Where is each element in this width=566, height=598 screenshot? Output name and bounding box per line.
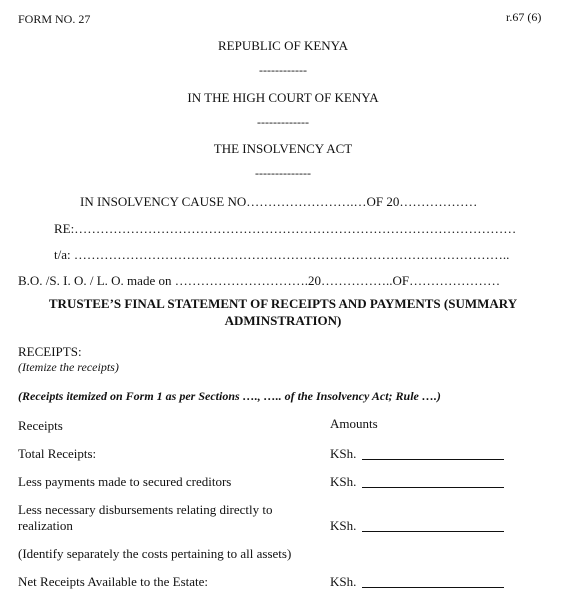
net-receipts-label: Net Receipts Available to the Estate: — [18, 574, 209, 589]
separator-3: -------------- — [255, 166, 311, 180]
disbursements-amount-line — [362, 531, 504, 532]
republic-heading: REPUBLIC OF KENYA — [217, 38, 348, 53]
disbursements-label-line1: Less necessary disbursements relating directly to — [18, 502, 273, 517]
total-receipts-amount-line — [362, 459, 504, 460]
net-receipts-currency: KSh. — [330, 574, 357, 589]
separator-2: ------------- — [257, 115, 309, 129]
total-receipts-label: Total Receipts: — [18, 446, 97, 461]
order-made-field: B.O. /S. I. O. / L. O. made on ………………………….20……………..OF………………… — [18, 273, 501, 288]
secured-creditors-label: Less payments made to secured creditors — [18, 474, 232, 489]
receipts-column-header: Receipts — [18, 418, 63, 433]
court-heading: IN THE HIGH COURT OF KENYA — [187, 90, 379, 105]
statement-title-line2: ADMINSTRATION) — [224, 313, 342, 328]
act-heading: THE INSOLVENCY ACT — [213, 141, 353, 156]
amounts-column-header: Amounts — [330, 416, 378, 431]
insolvency-cause-line: IN INSOLVENCY CAUSE NO…………………….…OF 20……………… — [80, 194, 478, 209]
re-field: RE:………………………………………………………………………………………… — [54, 221, 517, 236]
form-number: FORM NO. 27 — [18, 12, 91, 26]
statement-title-line1: TRUSTEE’S FINAL STATEMENT OF RECEIPTS AND PAYMENTS (SUMMARY — [48, 296, 518, 311]
itemized-form-note: (Receipts itemized on Form 1 as per Sections …., ….. of the Insolvency Act; Rule ….) — [18, 389, 441, 403]
trading-as-field: t/a: ……………………………………………………………………………………….. — [54, 247, 510, 262]
net-receipts-amount-line — [362, 587, 504, 588]
disbursements-label-line2: realization — [18, 518, 73, 533]
disbursements-currency: KSh. — [330, 518, 357, 533]
separator-1: ------------ — [259, 63, 307, 77]
secured-creditors-currency: KSh. — [330, 474, 357, 489]
total-receipts-currency: KSh. — [330, 446, 357, 461]
rule-reference: r.67 (6) — [506, 10, 542, 24]
secured-creditors-amount-line — [362, 487, 504, 488]
itemize-note: (Itemize the receipts) — [18, 360, 119, 374]
identify-costs-note: (Identify separately the costs pertaining to all assets) — [18, 546, 292, 561]
receipts-label: RECEIPTS: — [18, 344, 82, 359]
